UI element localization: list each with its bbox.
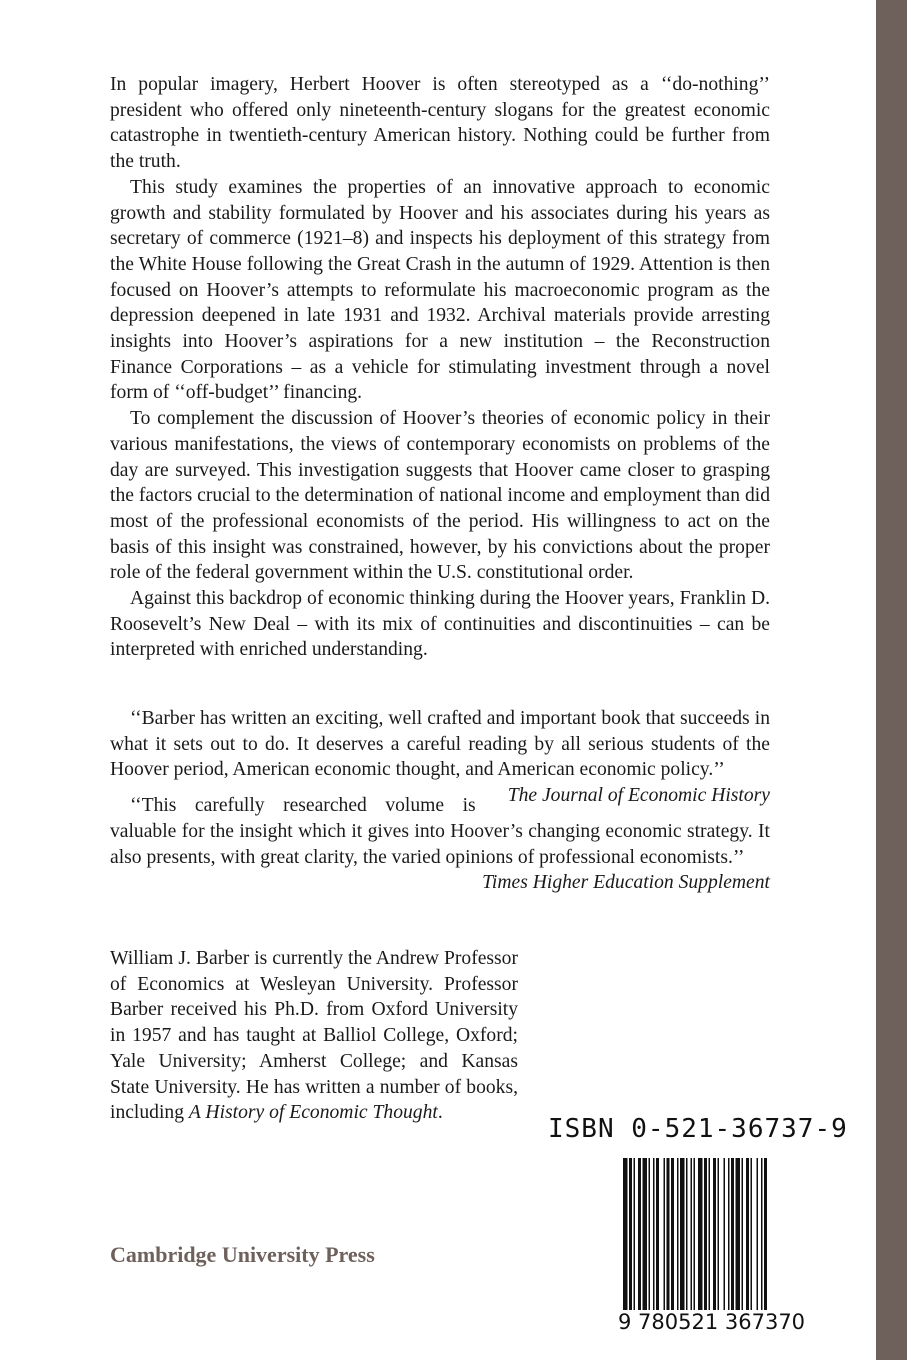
barcode-bar	[694, 1158, 696, 1330]
barcode-number: 9 780521 367370	[618, 1310, 806, 1334]
barcode-bar	[677, 1158, 679, 1310]
review-text: ‘‘Barber has written an exciting, well crafted and important book that succeeds in what it sets out to do. It deserves a careful reading by all serious students of the Hoover period, American economic thought, and American economic policy.’’	[110, 708, 770, 781]
barcode-bar	[746, 1158, 749, 1310]
barcode-bar	[667, 1158, 670, 1310]
barcode-bar	[671, 1158, 674, 1310]
review-source: The Journal of Economic History	[507, 785, 770, 807]
barcode-bar	[704, 1158, 707, 1310]
barcode-bar	[698, 1158, 703, 1330]
barcode-bar	[638, 1158, 641, 1310]
book-title: A History of Economic Thought	[188, 1102, 438, 1124]
bio-end: .	[437, 1102, 443, 1124]
barcode-bar	[724, 1158, 726, 1310]
book-spine-strip	[876, 0, 907, 1360]
description-paragraph-2: This study examines the properties of an innovative approach to economic growth and stability formulated by Hoover and his associates during his years as secretary of commerce (1921–8) and inspects his deployment of this strategy from the White House following the Great Crash in the autumn of 1929. Attention is then focused on Hoover’s attempts to reformulate his macroeconomic program as the depression deepened in late 1931 and 1932. Archival materials provide arresting insights into Hoover’s aspirations for a new institution – the Reconstruction Finance Corporations – as a vehicle for stimulating investment through a novel form of ‘‘off-budget’’ financing.	[110, 176, 770, 404]
barcode-bar	[751, 1158, 753, 1310]
description-paragraph-3: To complement the discussion of Hoover’s theories of economic policy in their various manifestations, the views of contemporary economists on problems of the day are surveyed. This investigation suggests that Hoover came closer to grasping the factors crucial to the determination of national income and employment than did most of the professional economists of the period. His willingness to act on the basis of this insight was constrained, however, by his convictions about the proper role of the federal government within the U.S. constitutional order.	[110, 408, 770, 584]
review-quotes	[110, 706, 770, 906]
book-description	[110, 72, 770, 663]
barcode-bar	[629, 1158, 632, 1330]
barcode	[621, 1158, 821, 1330]
barcode-bar	[653, 1158, 655, 1310]
barcode-bar	[731, 1158, 734, 1310]
barcode-bar	[736, 1158, 741, 1310]
barcode-bar	[764, 1158, 767, 1330]
barcode-bar	[713, 1158, 716, 1310]
review-quote	[110, 706, 770, 807]
barcode-bar	[656, 1158, 659, 1310]
description-paragraph-4: Against this backdrop of economic thinking during the Hoover years, Franklin D. Roosevelt’s New Deal – with its mix of continuities and discontinuities – can be interpreted with enriched understanding.	[110, 588, 770, 661]
barcode-bar	[634, 1158, 636, 1310]
review-text: ‘‘This carefully researched volume is valuable for the insight which it gives into Hoover’s changing economic strategy. It also presents, with great clarity, the varied opinions of professional economists.’’	[110, 795, 770, 868]
barcode-bar	[718, 1158, 720, 1310]
barcode-bar	[643, 1158, 648, 1310]
isbn-label: ISBN 0-521-36737-9	[548, 1114, 848, 1144]
barcode-bar	[728, 1158, 730, 1310]
review-source: Times Higher Education Supplement	[482, 872, 770, 894]
author-bio-text: William J. Barber is currently the Andrew Professor of Economics at Wesleyan University. Professor Barber received his Ph.D. from Oxford University in 1957 and has taught at Balliol College, Oxford; Yale University; Amherst College; and Kansas State University. He has written a number of books, including	[110, 948, 518, 1124]
barcode-bar	[761, 1158, 763, 1310]
barcode-bar	[686, 1158, 688, 1310]
barcode-bar	[664, 1158, 666, 1310]
publisher-name: Cambridge University Press	[110, 1242, 375, 1267]
author-bio	[110, 946, 518, 1126]
barcode-bar	[742, 1158, 744, 1310]
barcode-bar	[649, 1158, 651, 1310]
barcode-bar	[757, 1158, 759, 1310]
barcode-bar	[709, 1158, 711, 1310]
barcode-bar	[680, 1158, 685, 1310]
barcode-bar	[691, 1158, 693, 1310]
barcode-bar	[623, 1158, 628, 1330]
description-paragraph-1: In popular imagery, Herbert Hoover is often stereotyped as a ‘‘do-nothing’’ president who offered only nineteenth-century slogans for the greatest economic catastrophe in twentieth-century American history. Nothing could be further from the truth.	[110, 74, 770, 173]
